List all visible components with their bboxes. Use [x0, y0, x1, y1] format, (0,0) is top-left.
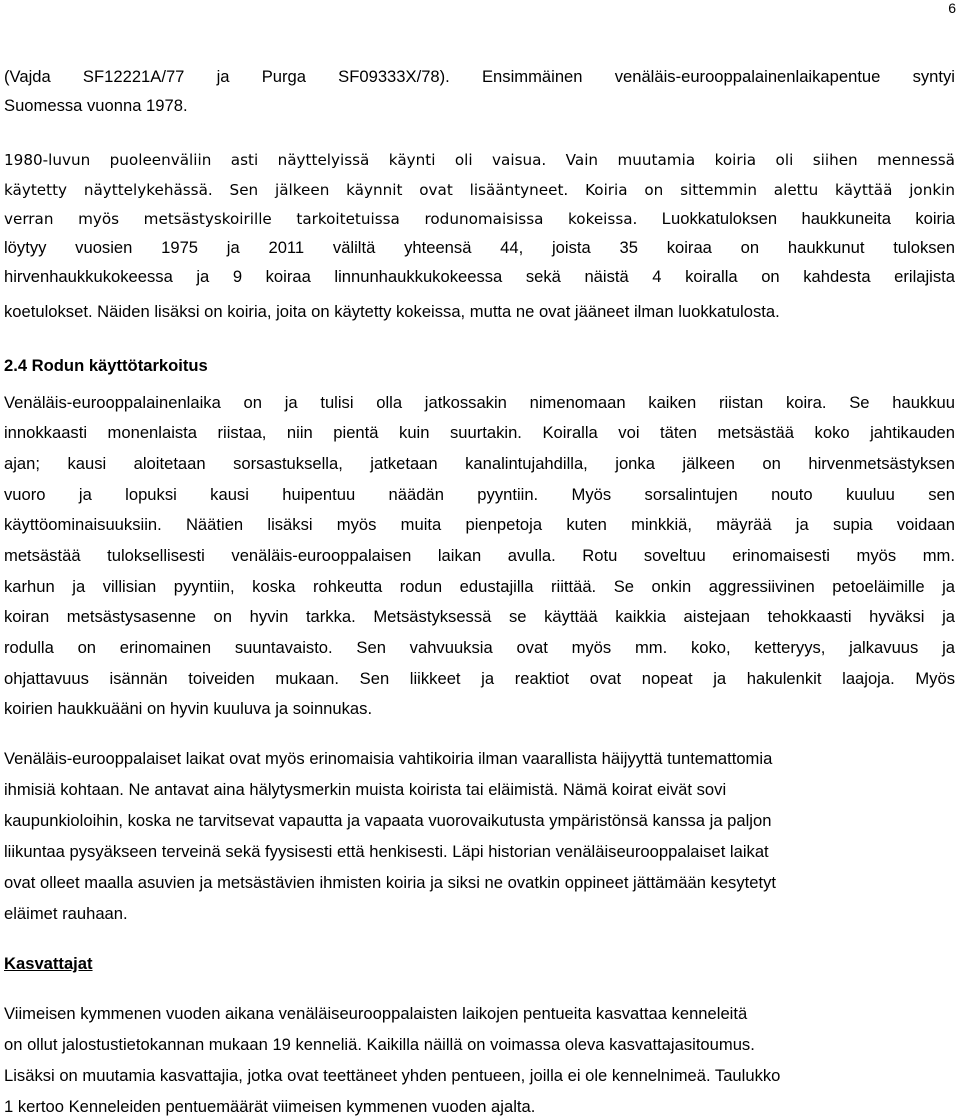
text-line: koirien haukkuääni on hyvin kuuluva ja soinnukas.	[4, 699, 373, 718]
text-line: Lisäksi on muutamia kasvattajia, jotka ovat teettäneet yhden pentueen, joilla ei ole kennelnimeä. Taulukko	[4, 1066, 781, 1085]
text-line: Venäläis-eurooppalaiset laikat ovat myös erinomaisia vahtikoiria ilman vaarallista häijyyttä tuntemattomia	[4, 749, 773, 768]
text-line: löytyy vuosien 1975 ja 2011 väliltä yhteensä 44, joista 35 koiraa on haukkunut tuloksen	[4, 238, 955, 257]
text-line: (Vajda SF12221A/77 ja Purga SF09333X/78). Ensimmäinen venäläis-eurooppalainenlaikapentue syntyi	[4, 67, 955, 86]
text-line: hirvenhaukkukokeessa ja 9 koiraa linnunhaukkukokeessa sekä näistä 4 koiralla on kahdesta erilajista	[4, 267, 955, 286]
text-line: liikuntaa pysyäkseen terveinä sekä fyysisesti että henkisesti. Läpi historian venäläiseurooppalaiset laikat	[4, 842, 769, 861]
text-line: ohjattavuus isännän toiveiden mukaan. Sen liikkeet ja reaktiot ovat nopeat ja hakulenkit laajoja. Myös	[4, 669, 955, 688]
text-line: rodulla on erinomainen suuntavaisto. Sen vahvuuksia ovat myös mm. koko, ketteryys, jalkavuus ja	[4, 638, 955, 657]
text-line: eläimet rauhaan.	[4, 904, 128, 923]
text-line: ajan; kausi aloitetaan sorsastuksella, jatketaan kanalintujahdilla, jonka jälkeen on hirvenmetsästyksen	[4, 454, 955, 473]
text-line: karhun ja villisian pyyntiin, koska rohkeutta rodun edustajilla riittää. Se onkin aggressiivinen petoeläimille ja	[4, 577, 955, 596]
text-line: käyttöominaisuuksiin. Näätien lisäksi myös muita pienpetoja kuten minkkiä, mäyrää ja supia voidaan	[4, 515, 955, 534]
text-segment: verran myös metsästyskoirille tarkoitetuissa rodunomaisissa kokeissa.	[4, 210, 638, 228]
text-line: Viimeisen kymmenen vuoden aikana venäläiseurooppalaisten laikojen pentueita kasvattaa kenneleitä	[4, 1004, 748, 1023]
text-line: 1980-luvun puoleenväliin asti näyttelyissä käynti oli vaisua. Vain muutamia koiria oli siihen mennessä	[4, 151, 955, 169]
text-line: Suomessa vuonna 1978.	[4, 96, 188, 115]
text-line: kaupunkioloihin, koska ne tarvitsevat vapautta ja vapaata vuorovaikutusta ympäristönsä kanssa ja paljon	[4, 811, 772, 830]
text-line: on ollut jalostustietokannan mukaan 19 kenneliä. Kaikilla näillä on voimassa oleva kasvattajasitoumus.	[4, 1035, 755, 1054]
page-number: 6	[948, 0, 956, 16]
text-segment: Luokkatuloksen haukkuneita koiria	[661, 209, 955, 228]
text-line: metsästää tuloksellisesti venäläis-eurooppalaisen laikan avulla. Rotu soveltuu erinomaisesti myös mm.	[4, 546, 955, 565]
text-line: koetulokset. Näiden lisäksi on koiria, joita on käytetty kokeissa, mutta ne ovat jääneet ilman luokkatulosta.	[4, 302, 780, 321]
text-line: ovat olleet maalla asuvien ja metsästävien ihmisten koiria ja siksi ne ovatkin oppineet jättämään kesytetyt	[4, 873, 777, 892]
text-line: vuoro ja lopuksi kausi huipentuu näädän pyyntiin. Myös sorsalintujen nouto kuuluu sen	[4, 485, 955, 504]
section-heading: 2.4 Rodun käyttötarkoitus	[4, 356, 208, 375]
text-line: ihmisiä kohtaan. Ne antavat aina hälytysmerkin muista koirista tai eläimistä. Nämä koirat eivät sovi	[4, 780, 727, 799]
text-line: innokkaasti monenlaista riistaa, niin pientä kuin suurtakin. Koiralla voi täten metsästää koko jahtikauden	[4, 423, 955, 442]
text-line: Venäläis-eurooppalainenlaika on ja tulisi olla jatkossakin nimenomaan kaiken riistan koira. Se haukkuu	[4, 393, 955, 412]
subheading-kasvattajat: Kasvattajat	[4, 954, 93, 973]
text-line: käytetty näyttelykehässä. Sen jälkeen käynnit ovat lisääntyneet. Koiria on sittemmin alettu käyttää jonkin	[4, 181, 955, 199]
text-line	[4, 209, 955, 229]
text-line: koiran metsästysasenne on hyvin tarkka. Metsästyksessä se käyttää kaikkia aistejaan tehokkaasti hyväksi ja	[4, 607, 955, 626]
text-line: 1 kertoo Kenneleiden pentuemäärät viimeisen kymmenen vuoden ajalta.	[4, 1097, 536, 1116]
